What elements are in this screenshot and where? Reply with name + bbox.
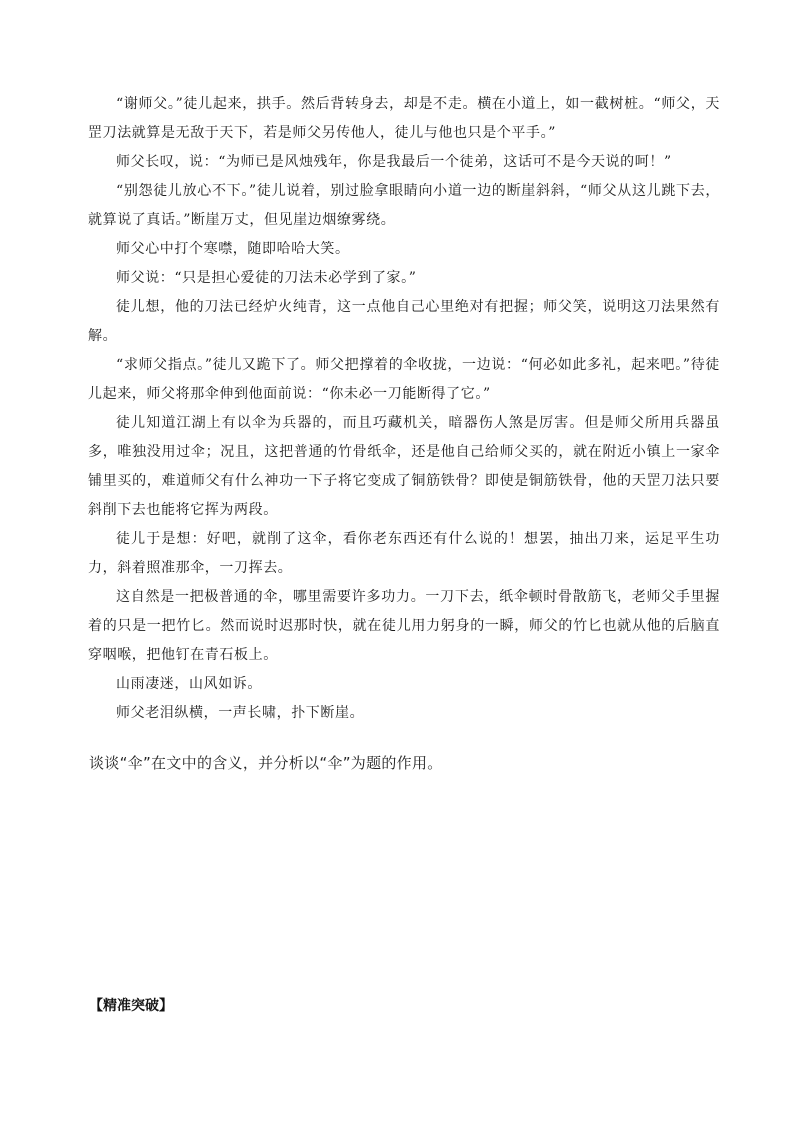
story-paragraph: 徒儿于是想：好吧，就削了这伞，看你老东西还有什么说的！想罢，抽出刀来，运足平生功力，斜着照准那伞，一刀挥去。 [88, 531, 720, 576]
story-paragraph: 徒儿知道江湖上有以伞为兵器的，而且巧藏机关，暗器伤人煞是厉害。但是师父所用兵器虽多，唯独没用过伞；况且，这把普通的竹骨纸伞，还是他自己给师父买的，就在附近小镇上一家伞铺里买的，难道师父有什么神功一下子将它变成了铜筋铁骨？即使是铜筋铁骨，他的天罡刀法只要斜削下去也能将它挥为两段。 [88, 415, 720, 518]
question-prompt: 谈谈“伞”在文中的含义，并分析以“伞”为题的作用。 [89, 754, 443, 772]
story-paragraph: “别怨徒儿放心不下。”徒儿说着，别过脸拿眼睛向小道一边的断崖斜斜，“师父从这儿跳下去，就算说了真话。”断崖万丈，但见崖边烟缭雾绕。 [88, 183, 720, 228]
section-heading: 【精准突破】 [89, 998, 173, 1014]
story-text [88, 90, 720, 728]
story-paragraph: 这自然是一把极普通的伞，哪里需要许多功力。一刀下去，纸伞顿时骨散筋飞，老师父手里握着的只是一把竹匕。然而说时迟那时快，就在徒儿用力躬身的一瞬，师父的竹匕也就从他的后脑直穿咽喉，把他钉在青石板上。 [88, 589, 720, 663]
story-paragraph: 山雨凄迷，山风如诉。 [116, 676, 262, 692]
story-paragraph: “谢师父。”徒儿起来，拱手。然后背转身去，却是不走。横在小道上，如一截树桩。“师父，天罡刀法就算是无敌于天下，若是师父另传他人，徒儿与他也只是个平手。” [88, 96, 720, 141]
story-paragraph: 徒儿想，他的刀法已经炉火纯青，这一点他自己心里绝对有把握；师父笑，说明这刀法果然有解。 [88, 299, 720, 344]
story-paragraph: 师父说：“只是担心爱徒的刀法未必学到了家。” [116, 270, 417, 286]
story-paragraph: 师父老泪纵横，一声长啸，扑下断崖。 [116, 705, 365, 721]
story-paragraph: “求师父指点。”徒儿又跪下了。师父把撑着的伞收拢，一边说：“何必如此多礼，起来吧。”待徒儿起来，师父将那伞伸到他面前说：“你未必一刀能断得了它。” [88, 357, 720, 402]
story-paragraph: 师父长叹，说：“为师已是风烛残年，你是我最后一个徒弟，这话可不是今天说的呵！” [116, 154, 672, 170]
story-paragraph: 师父心中打个寒噤，随即哈哈大笑。 [116, 241, 350, 257]
